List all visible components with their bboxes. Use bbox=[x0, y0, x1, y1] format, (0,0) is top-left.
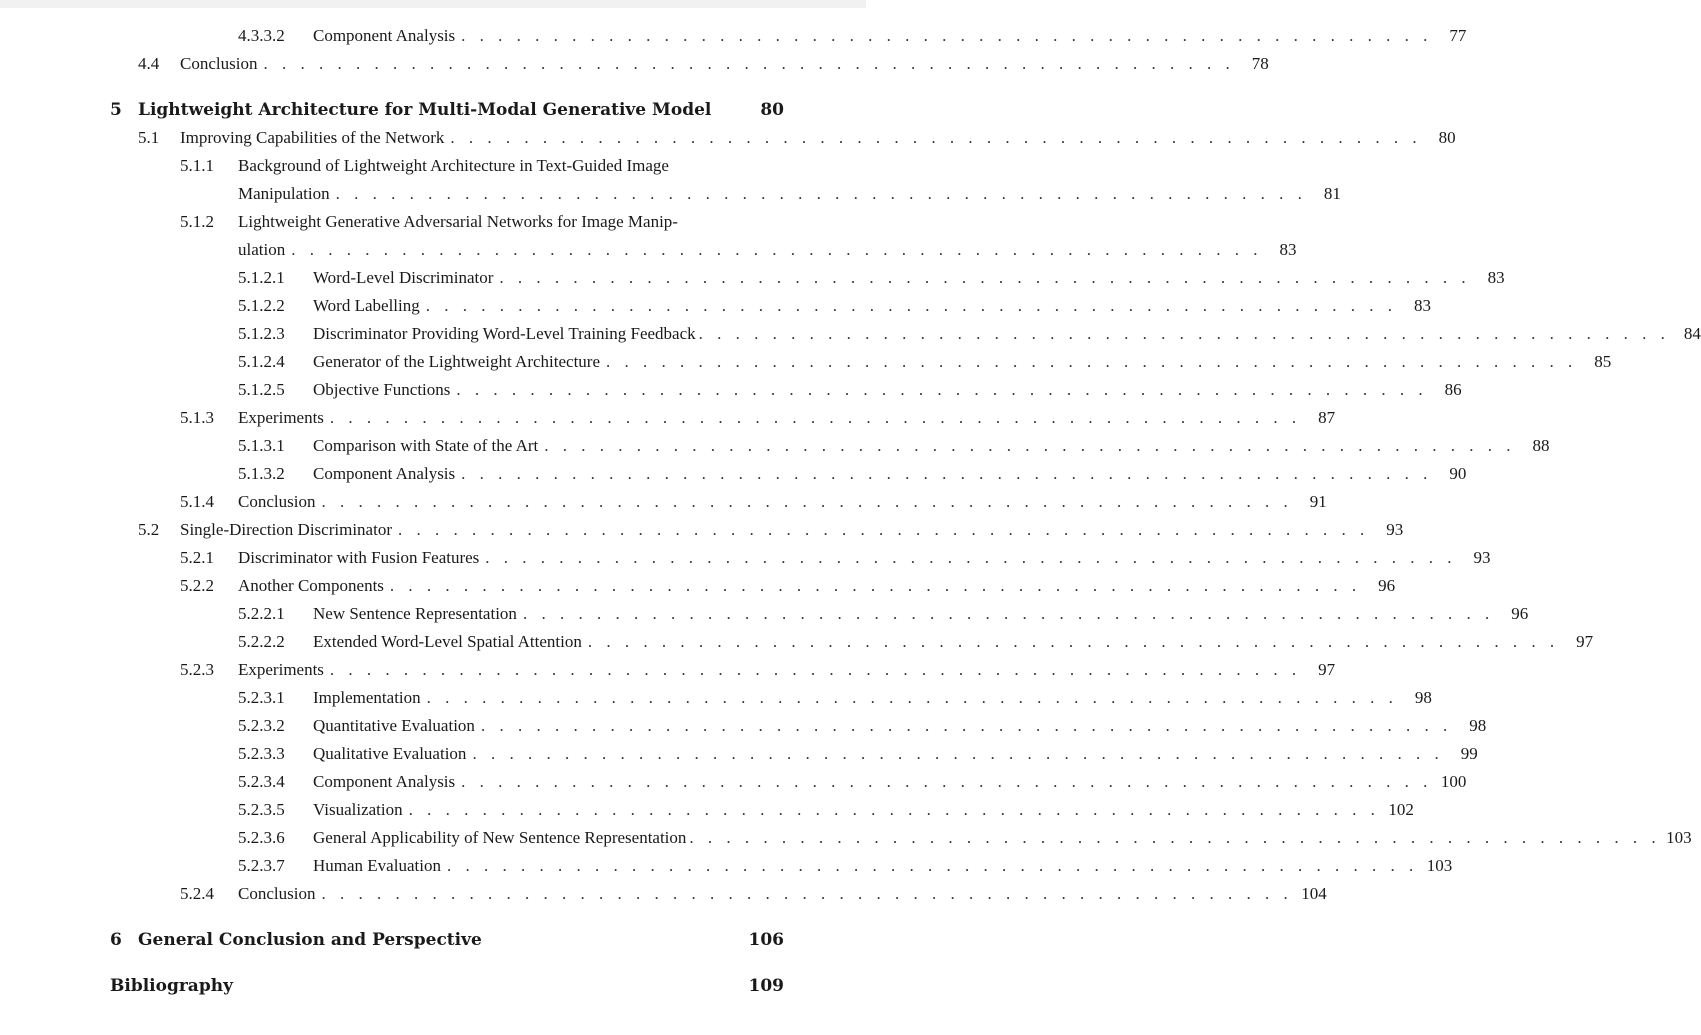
toc-entry-5-1-4[interactable] bbox=[110, 488, 1327, 516]
toc-entry-5-1-1[interactable] bbox=[110, 152, 784, 180]
section-number: 5.2.1 bbox=[180, 548, 214, 567]
section-number: 5.2 bbox=[138, 520, 160, 539]
page-top-margin bbox=[0, 0, 866, 8]
toc-entry-4-4[interactable] bbox=[110, 50, 1269, 78]
section-number: 5.2.3.7 bbox=[238, 856, 285, 875]
toc-chapter-5[interactable] bbox=[110, 96, 784, 124]
dot-leader: . . . . . . . . . . . . . . . . . . . . . . . . . . . . . . . . . . . . . . . . . . . . . . . . . . . . . bbox=[587, 632, 1560, 651]
section-number: 5.2.2.2 bbox=[238, 632, 285, 651]
section-title: Discriminator Providing Word-Level Training Feedback bbox=[313, 324, 696, 343]
dot-leader: . . . . . . . . . . . . . . . . . . . . . . . . . . . . . . . . . . . . . . . . . . . . . . . . . . . . . bbox=[499, 268, 1471, 287]
section-number: 5.2.3.4 bbox=[238, 772, 285, 791]
section-number: 5.1 bbox=[138, 128, 160, 147]
toc-entry-5-1-2-4[interactable] bbox=[110, 348, 1612, 376]
toc-entry-5-2-3-3[interactable] bbox=[110, 740, 1478, 768]
toc-entry-4-3-3-2[interactable] bbox=[110, 22, 1467, 50]
section-title: Conclusion bbox=[238, 884, 316, 903]
section-number: 5.2.3 bbox=[180, 660, 214, 679]
dot-leader: . . . . . . . . . . . . . . . . . . . . . . . . . . . . . . . . . . . . . . . . . . . . . . . . . . . . . bbox=[329, 408, 1302, 427]
page-number: 98 bbox=[1414, 688, 1432, 707]
chapter-title: Bibliography bbox=[110, 976, 233, 996]
section-number: 5.2.3.6 bbox=[238, 828, 285, 847]
dot-leader: . . . . . . . . . . . . . . . . . . . . . . . . . . . . . . . . . . . . . . . . . . . . . . . . . . . . . bbox=[461, 772, 1433, 791]
dot-leader: . . . . . . . . . . . . . . . . . . . . . . . . . . . . . . . . . . . . . . . . . . . . . . . . . . . . . bbox=[397, 520, 1370, 539]
page-number: 98 bbox=[1469, 716, 1487, 735]
toc-entry-5-1-2[interactable] bbox=[110, 208, 784, 236]
toc-entry-5-2-2-1[interactable] bbox=[110, 600, 1529, 628]
page-number: 103 bbox=[1666, 828, 1692, 847]
page-number: 91 bbox=[1309, 492, 1327, 511]
page-number: 83 bbox=[1487, 268, 1505, 287]
dot-leader: . . . . . . . . . . . . . . . . . . . . . . . . . . . . . . . . . . . . . . . . . . . . . . . . . . . . . bbox=[698, 324, 1670, 343]
section-title: Extended Word-Level Spatial Attention bbox=[313, 632, 582, 651]
dot-leader: . . . . . . . . . . . . . . . . . . . . . . . . . . . . . . . . . . . . . . . . . . . . . . . . . . . . . bbox=[408, 800, 1380, 819]
section-number: 5.2.2.1 bbox=[238, 604, 285, 623]
section-number: 5.1.2.1 bbox=[238, 268, 285, 287]
section-title: Improving Capabilities of the Network bbox=[180, 128, 445, 147]
toc-entry-5-1-3-1[interactable] bbox=[110, 432, 1550, 460]
section-number: 5.2.3.3 bbox=[238, 744, 285, 763]
section-title: Background of Lightweight Architecture in Text-Guided Image bbox=[238, 156, 669, 175]
toc-entry-5-1-2-2[interactable] bbox=[110, 292, 1431, 320]
section-number: 5.2.3.2 bbox=[238, 716, 285, 735]
dot-leader: . . . . . . . . . . . . . . . . . . . . . . . . . . . . . . . . . . . . . . . . . . . . . . . . . . . . . bbox=[335, 184, 1307, 203]
section-number: 5.1.2.5 bbox=[238, 380, 285, 399]
section-number: 5.1.2.3 bbox=[238, 324, 285, 343]
chapter-title: General Conclusion and Perspective bbox=[138, 930, 482, 950]
page-number: 99 bbox=[1460, 744, 1478, 763]
dot-leader: . . . . . . . . . . . . . . . . . . . . . . . . . . . . . . . . . . . . . . . . . . . . . . . . . . . . . bbox=[472, 744, 1444, 763]
dot-leader: . . . . . . . . . . . . . . . . . . . . . . . . . . . . . . . . . . . . . . . . . . . . . . . . . . . . . bbox=[606, 352, 1578, 371]
toc-entry-5-2-2[interactable] bbox=[110, 572, 1396, 600]
section-title: Discriminator with Fusion Features bbox=[238, 548, 480, 567]
section-number: 5.1.3.1 bbox=[238, 436, 285, 455]
page-number: 80 bbox=[1438, 128, 1456, 147]
page-number: 88 bbox=[1532, 436, 1550, 455]
page-number: 80 bbox=[760, 100, 784, 120]
dot-leader: . . . . . . . . . . . . . . . . . . . . . . . . . . . . . . . . . . . . . . . . . . . . . . . . . . . . . bbox=[389, 576, 1362, 595]
section-title: Word-Level Discriminator bbox=[313, 268, 494, 287]
page-number: 103 bbox=[1426, 856, 1453, 875]
dot-leader: . . . . . . . . . . . . . . . . . . . . . . . . . . . . . . . . . . . . . . . . . . . . . . . . . . . . . bbox=[291, 240, 1263, 259]
section-number: 5.1.4 bbox=[180, 492, 214, 511]
section-title: Generator of the Lightweight Architecture bbox=[313, 352, 600, 371]
page-number: 86 bbox=[1444, 380, 1462, 399]
section-title: Qualitative Evaluation bbox=[313, 744, 467, 763]
page-number: 96 bbox=[1378, 576, 1396, 595]
page-number: 93 bbox=[1386, 520, 1404, 539]
page-number: 104 bbox=[1301, 884, 1327, 903]
section-number: 5.1.2.2 bbox=[238, 296, 285, 315]
section-title: Visualization bbox=[313, 800, 403, 819]
page-number: 96 bbox=[1511, 604, 1529, 623]
section-title: Component Analysis bbox=[313, 464, 456, 483]
page-number: 83 bbox=[1279, 240, 1297, 259]
toc-bibliography[interactable] bbox=[110, 972, 784, 1000]
section-title: Quantitative Evaluation bbox=[313, 716, 475, 735]
section-title: Conclusion bbox=[238, 492, 316, 511]
section-title: New Sentence Representation bbox=[313, 604, 517, 623]
toc-entry-5-1[interactable] bbox=[110, 124, 1456, 152]
toc-entry-5-1-2-5[interactable] bbox=[110, 376, 1462, 404]
page-number: 78 bbox=[1251, 54, 1269, 73]
toc-entry-5-2-2-2[interactable] bbox=[110, 628, 1594, 656]
toc-entry-5-1-2-3[interactable] bbox=[110, 320, 1701, 348]
section-title: Comparison with State of the Art bbox=[313, 436, 539, 455]
page-number: 81 bbox=[1323, 184, 1341, 203]
toc-entry-5-1-2-continued[interactable] bbox=[110, 236, 1297, 264]
toc-entry-5-2-3-1[interactable] bbox=[110, 684, 1432, 712]
dot-leader: . . . . . . . . . . . . . . . . . . . . . . . . . . . . . . . . . . . . . . . . . . . . . . . . . . . . . bbox=[461, 26, 1433, 45]
section-title: Single-Direction Discriminator bbox=[180, 520, 392, 539]
section-number: 4.4 bbox=[138, 54, 160, 73]
toc-entry-5-2-3-7[interactable] bbox=[110, 852, 1453, 880]
dot-leader: . . . . . . . . . . . . . . . . . . . . . . . . . . . . . . . . . . . . . . . . . . . . . . . . . . . . . bbox=[321, 884, 1293, 903]
section-number: 5.2.3.5 bbox=[238, 800, 285, 819]
section-number: 4.3.3.2 bbox=[238, 26, 285, 45]
section-title-continued: Manipulation bbox=[238, 184, 330, 203]
page-number: 85 bbox=[1594, 352, 1612, 371]
dot-leader: . . . . . . . . . . . . . . . . . . . . . . . . . . . . . . . . . . . . . . . . . . . . . . . . . . . . . bbox=[425, 296, 1397, 315]
dot-leader: . . . . . . . . . . . . . . . . . . . . . . . . . . . . . . . . . . . . . . . . . . . . . . . . . . . . . bbox=[544, 436, 1516, 455]
section-number: 5.1.1 bbox=[180, 156, 214, 175]
toc-entry-5-2-3-2[interactable] bbox=[110, 712, 1487, 740]
toc-entry-5-1-3-2[interactable] bbox=[110, 460, 1467, 488]
section-title: Another Components bbox=[238, 576, 384, 595]
section-title: Experiments bbox=[238, 660, 324, 679]
page-number: 102 bbox=[1388, 800, 1414, 819]
section-number: 5.1.2 bbox=[180, 212, 214, 231]
section-number: 5.2.2 bbox=[180, 576, 214, 595]
dot-leader: . . . . . . . . . . . . . . . . . . . . . . . . . . . . . . . . . . . . . . . . . . . . . . . . . . . . . bbox=[485, 548, 1457, 567]
toc-entry-5-2-3-6[interactable] bbox=[110, 824, 1692, 852]
toc-entry-5-2-3-4[interactable] bbox=[110, 768, 1467, 796]
page-number: 109 bbox=[748, 976, 784, 996]
page-number: 87 bbox=[1318, 408, 1336, 427]
section-number: 5.1.2.4 bbox=[238, 352, 285, 371]
chapter-number: 6 bbox=[110, 930, 122, 950]
dot-leader: . . . . . . . . . . . . . . . . . . . . . . . . . . . . . . . . . . . . . . . . . . . . . . . . . . . . . bbox=[689, 828, 1661, 847]
dot-leader: . . . . . . . . . . . . . . . . . . . . . . . . . . . . . . . . . . . . . . . . . . . . . . . . . . . . . bbox=[329, 660, 1302, 679]
toc-entry-5-2-3-5[interactable] bbox=[110, 796, 1414, 824]
toc-entry-5-2[interactable] bbox=[110, 516, 1404, 544]
section-title: Word Labelling bbox=[313, 296, 420, 315]
page-number: 106 bbox=[748, 930, 784, 950]
section-number: 5.2.4 bbox=[180, 884, 214, 903]
section-title: Experiments bbox=[238, 408, 324, 427]
dot-leader: . . . . . . . . . . . . . . . . . . . . . . . . . . . . . . . . . . . . . . . . . . . . . . . . . . . . . bbox=[522, 604, 1495, 623]
chapter-title: Lightweight Architecture for Multi-Modal Generative Model bbox=[138, 100, 712, 120]
section-title: General Applicability of New Sentence Representation bbox=[313, 828, 687, 847]
table-of-contents bbox=[110, 22, 1701, 1000]
section-number: 5.1.3.2 bbox=[238, 464, 285, 483]
toc-entry-5-2-1[interactable] bbox=[110, 544, 1491, 572]
section-title: Human Evaluation bbox=[313, 856, 441, 875]
section-title: Component Analysis bbox=[313, 772, 456, 791]
page-number: 83 bbox=[1414, 296, 1431, 315]
page-number: 100 bbox=[1440, 772, 1467, 791]
chapter-number: 5 bbox=[110, 100, 122, 120]
section-title: Objective Functions bbox=[313, 380, 451, 399]
page-number: 77 bbox=[1449, 26, 1467, 45]
toc-entry-5-1-3[interactable] bbox=[110, 404, 1336, 432]
toc-entry-5-1-2-1[interactable] bbox=[110, 264, 1505, 292]
dot-leader: . . . . . . . . . . . . . . . . . . . . . . . . . . . . . . . . . . . . . . . . . . . . . . . . . . . . . bbox=[450, 128, 1422, 147]
dot-leader: . . . . . . . . . . . . . . . . . . . . . . . . . . . . . . . . . . . . . . . . . . . . . . . . . . . . . bbox=[456, 380, 1428, 399]
dot-leader: . . . . . . . . . . . . . . . . . . . . . . . . . . . . . . . . . . . . . . . . . . . . . . . . . . . . . bbox=[321, 492, 1293, 511]
page-number: 93 bbox=[1473, 548, 1491, 567]
section-title: Implementation bbox=[313, 688, 421, 707]
section-number: 5.1.3 bbox=[180, 408, 214, 427]
section-title: Lightweight Generative Adversarial Networks for Image Manip- bbox=[238, 212, 678, 231]
toc-entry-5-1-1-continued[interactable] bbox=[110, 180, 1341, 208]
toc-entry-5-2-4[interactable] bbox=[110, 880, 1327, 908]
page-number: 97 bbox=[1318, 660, 1336, 679]
dot-leader: . . . . . . . . . . . . . . . . . . . . . . . . . . . . . . . . . . . . . . . . . . . . . . . . . . . . . bbox=[426, 688, 1398, 707]
dot-leader: . . . . . . . . . . . . . . . . . . . . . . . . . . . . . . . . . . . . . . . . . . . . . . . . . . . . . bbox=[263, 54, 1235, 73]
toc-chapter-6[interactable] bbox=[110, 926, 784, 954]
section-title-continued: ulation bbox=[238, 240, 286, 259]
dot-leader: . . . . . . . . . . . . . . . . . . . . . . . . . . . . . . . . . . . . . . . . . . . . . . . . . . . . . bbox=[461, 464, 1433, 483]
section-number: 5.2.3.1 bbox=[238, 688, 285, 707]
section-title: Component Analysis bbox=[313, 26, 456, 45]
page-number: 97 bbox=[1576, 632, 1594, 651]
dot-leader: . . . . . . . . . . . . . . . . . . . . . . . . . . . . . . . . . . . . . . . . . . . . . . . . . . . . . bbox=[480, 716, 1453, 735]
toc-entry-5-2-3[interactable] bbox=[110, 656, 1336, 684]
page-number: 90 bbox=[1449, 464, 1467, 483]
page-number: 84 bbox=[1683, 324, 1701, 343]
dot-leader: . . . . . . . . . . . . . . . . . . . . . . . . . . . . . . . . . . . . . . . . . . . . . . . . . . . . . bbox=[446, 856, 1419, 875]
section-title: Conclusion bbox=[180, 54, 258, 73]
